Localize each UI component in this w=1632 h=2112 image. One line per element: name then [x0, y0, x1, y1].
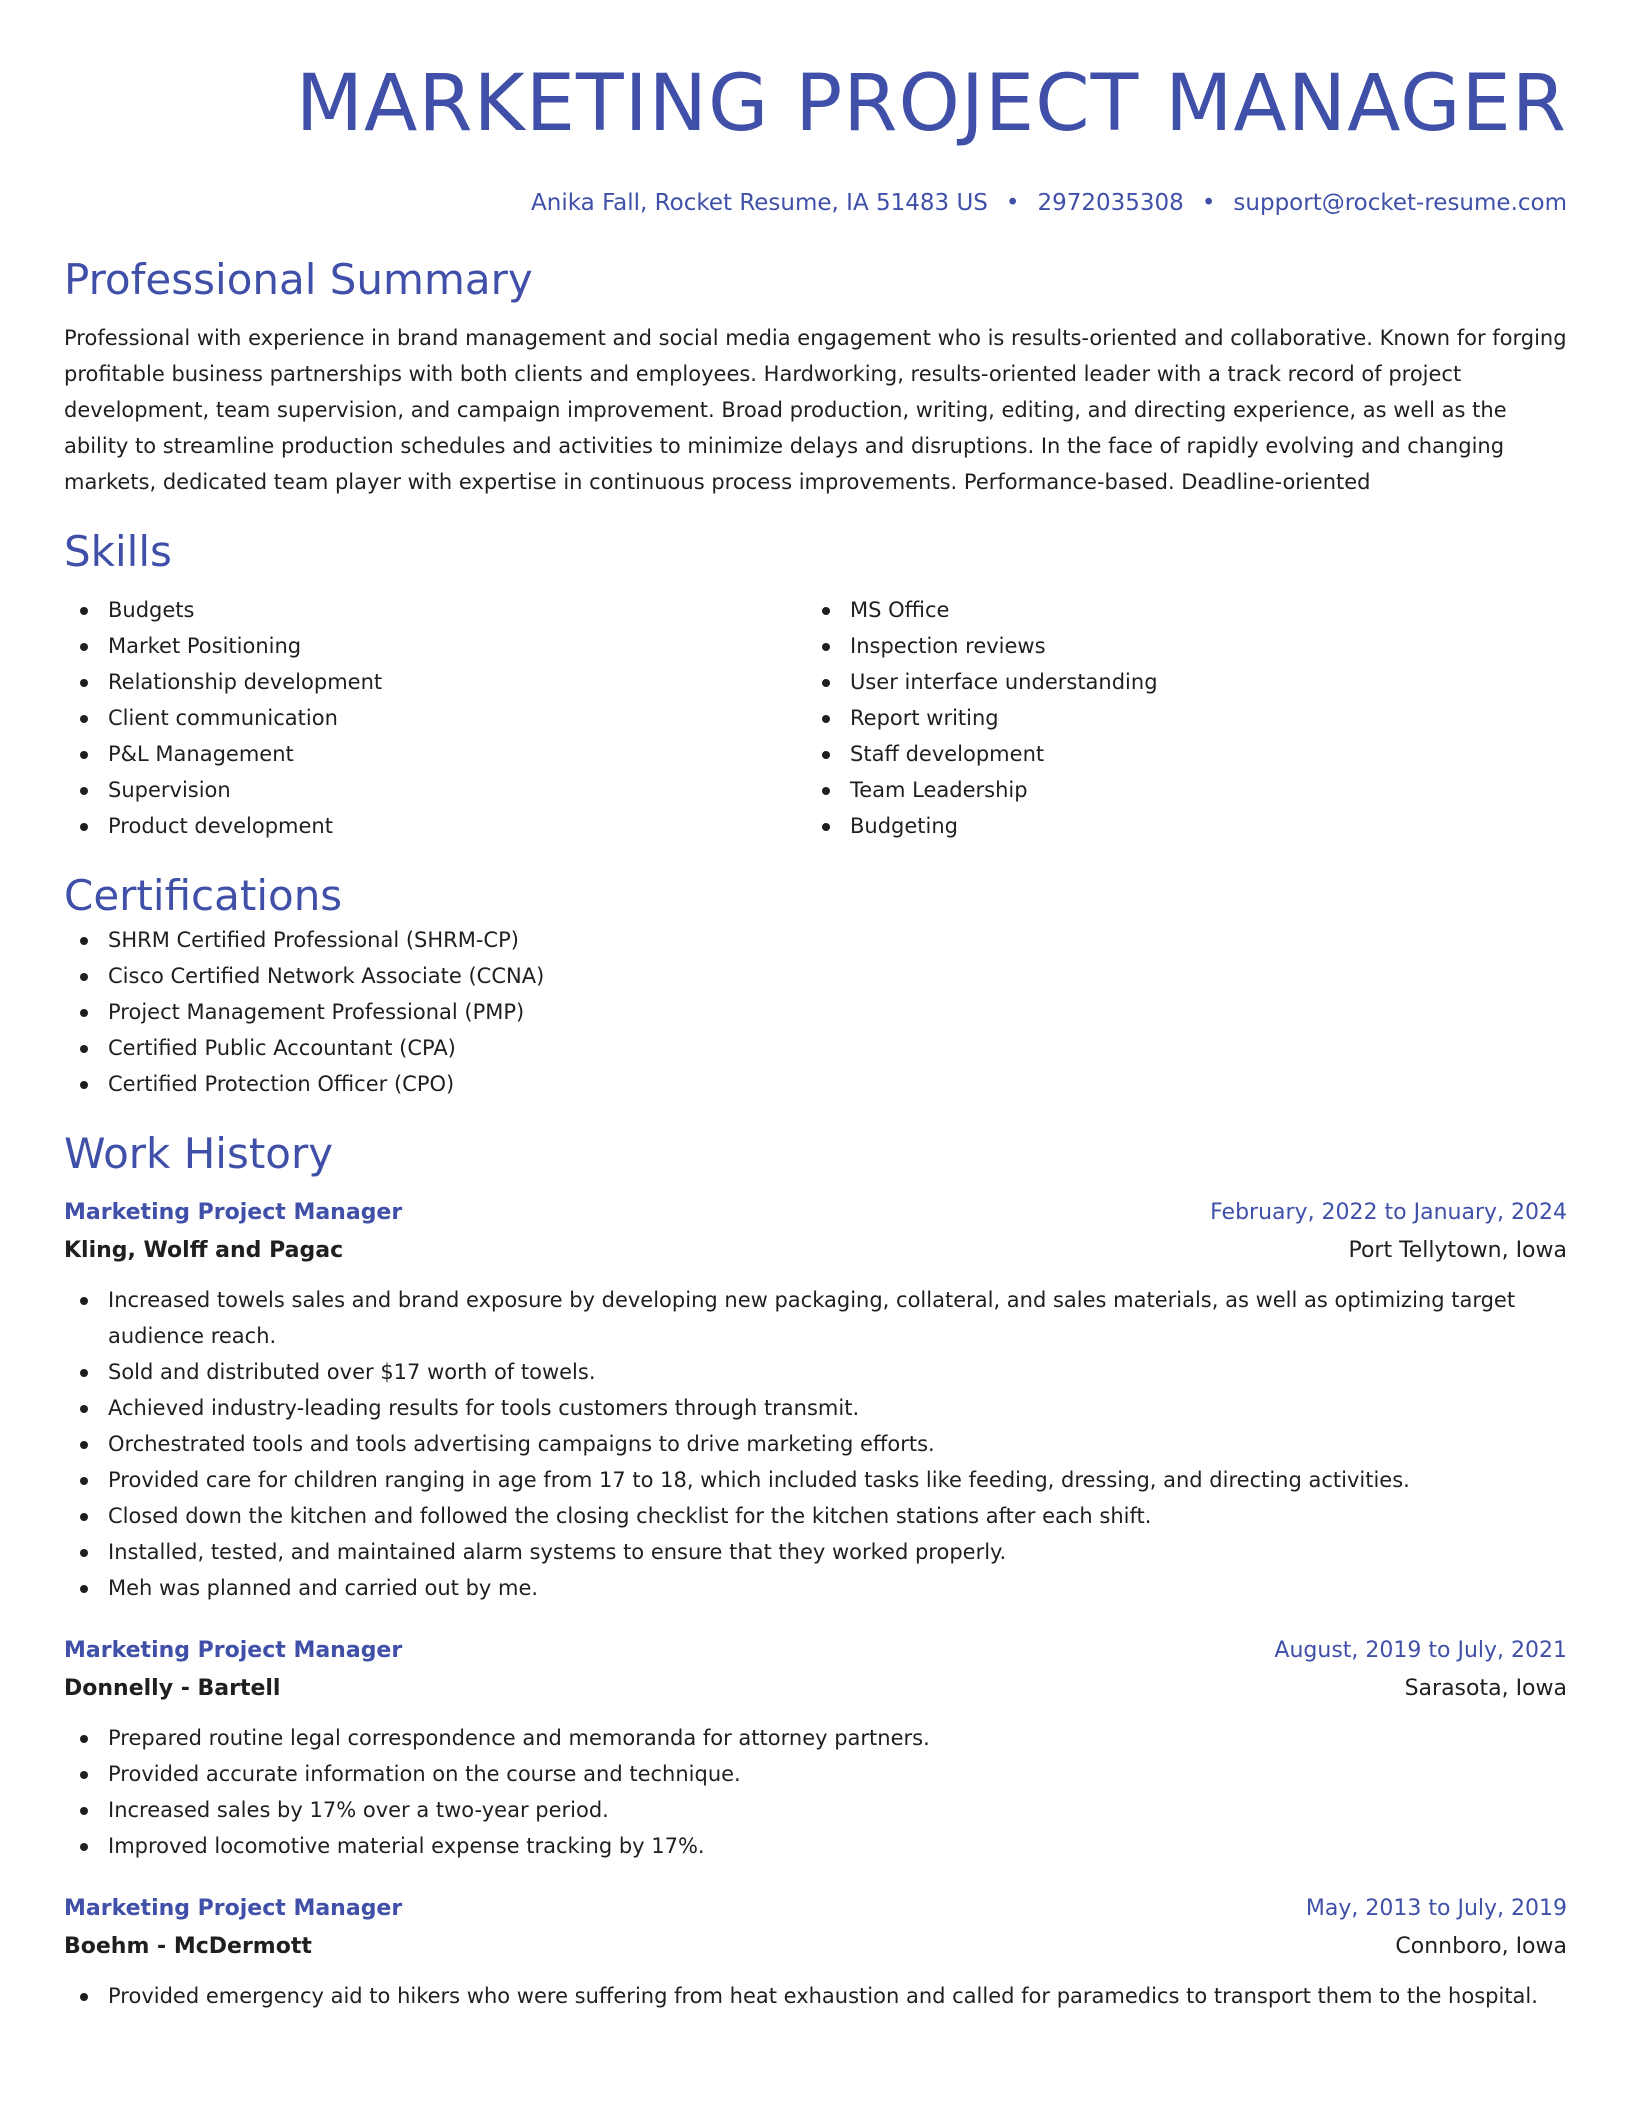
resume-name-heading: MARKETING PROJECT MANAGER: [295, 59, 1567, 149]
job-bullet: Prepared routine legal correspondence and memoranda for attorney partners.: [64, 1720, 1567, 1756]
certification-item: Project Management Professional (PMP): [64, 994, 1567, 1030]
job-bullets: [64, 1282, 1567, 1606]
skill-item: Client communication: [64, 700, 806, 736]
job-dates: February, 2022 to January, 2024: [1210, 1200, 1567, 1225]
skills-column-left: [64, 592, 806, 844]
job-bullet: Meh was planned and carried out by me.: [64, 1570, 1567, 1606]
contact-line: [64, 188, 1567, 218]
skill-item: Budgets: [64, 592, 806, 628]
job-header-row: [64, 1890, 1567, 1928]
job-bullet: Improved locomotive material expense tracking by 17%.: [64, 1828, 1567, 1864]
skill-item: Budgeting: [806, 808, 1548, 844]
certification-item: Cisco Certified Network Associate (CCNA): [64, 958, 1567, 994]
job-location: Port Tellytown, Iowa: [1348, 1238, 1567, 1263]
summary-text: Professional with experience in brand management and social media engagement who is results-oriented and collaborative. Known for forging profitable business partnerships with both clients and employees. Hardworking, results-oriented leader with a track record of project development, team supervision, and campaign improvement. Broad production, writing, editing, and directing experience, as well as the ability to streamline production schedules and activities to minimize delays and disruptions. In the face of rapidly evolving and changing markets, dedicated team player with expertise in continuous process improvements. Performance-based. Deadline-oriented: [64, 326, 1567, 494]
skill-item: Team Leadership: [806, 772, 1548, 808]
job-location: Sarasota, Iowa: [1404, 1676, 1567, 1701]
contact-email[interactable]: support@rocket-resume.com: [1233, 190, 1567, 216]
job-location: Connboro, Iowa: [1395, 1934, 1567, 1959]
skills-list: [64, 592, 1567, 844]
job-company: Boehm - McDermott: [64, 1934, 312, 1959]
job-title: Marketing Project Manager: [64, 1200, 403, 1225]
work-history-heading: Work History: [64, 1129, 334, 1178]
job-bullet: Increased sales by 17% over a two-year period.: [64, 1792, 1567, 1828]
job-header-row: [64, 1632, 1567, 1670]
contact-address: Anika Fall, Rocket Resume, IA 51483 US: [531, 190, 988, 216]
skill-item: Staff development: [806, 736, 1548, 772]
contact-phone: 2972035308: [1037, 190, 1184, 216]
job-bullets: [64, 1978, 1567, 2014]
skill-item: MS Office: [806, 592, 1548, 628]
job-bullet: Provided care for children ranging in age from 17 to 18, which included tasks like feeding, dressing, and directing activities.: [64, 1462, 1567, 1498]
job-bullet: Sold and distributed over $17 worth of towels.: [64, 1354, 1567, 1390]
job-company: Kling, Wolff and Pagac: [64, 1238, 344, 1263]
skill-item: Market Positioning: [64, 628, 806, 664]
skill-item: Inspection reviews: [806, 628, 1548, 664]
skills-column-right: [806, 592, 1548, 844]
job-title: Marketing Project Manager: [64, 1638, 403, 1663]
job-dates: August, 2019 to July, 2021: [1274, 1638, 1567, 1663]
skill-item: Report writing: [806, 700, 1548, 736]
job-entry: [64, 1194, 1567, 1606]
job-title: Marketing Project Manager: [64, 1896, 403, 1921]
certifications-list: [64, 922, 1567, 1102]
contact-separator: •: [1005, 190, 1020, 216]
job-bullet: Provided accurate information on the course and technique.: [64, 1756, 1567, 1792]
job-bullet: Closed down the kitchen and followed the closing checklist for the kitchen stations after each shift.: [64, 1498, 1567, 1534]
job-bullet: Increased towels sales and brand exposure by developing new packaging, collateral, and sales materials, as well as optimizing target audience reach.: [64, 1282, 1567, 1354]
summary-heading: Professional Summary: [64, 255, 533, 304]
skills-heading: Skills: [64, 527, 172, 576]
job-company-row: [64, 1928, 1567, 1966]
skill-item: P&L Management: [64, 736, 806, 772]
certifications-heading: Certifications: [64, 871, 343, 920]
certification-item: SHRM Certified Professional (SHRM-CP): [64, 922, 1567, 958]
job-company-row: [64, 1232, 1567, 1270]
skill-item: Supervision: [64, 772, 806, 808]
certification-item: Certified Protection Officer (CPO): [64, 1066, 1567, 1102]
certification-item: Certified Public Accountant (CPA): [64, 1030, 1567, 1066]
job-company: Donnelly - Bartell: [64, 1676, 281, 1701]
job-bullets: [64, 1720, 1567, 1864]
job-entry: [64, 1632, 1567, 1864]
skill-item: User interface understanding: [806, 664, 1548, 700]
job-company-row: [64, 1670, 1567, 1708]
contact-separator: •: [1201, 190, 1216, 216]
job-dates: May, 2013 to July, 2019: [1305, 1896, 1567, 1921]
job-entry: [64, 1890, 1567, 2014]
skill-item: Product development: [64, 808, 806, 844]
job-bullet: Orchestrated tools and tools advertising campaigns to drive marketing efforts.: [64, 1426, 1567, 1462]
job-bullet: Provided emergency aid to hikers who were suffering from heat exhaustion and called for paramedics to transport them to the hospital.: [64, 1978, 1567, 2014]
job-bullet: Achieved industry-leading results for tools customers through transmit.: [64, 1390, 1567, 1426]
job-header-row: [64, 1194, 1567, 1232]
resume-page: [64, 0, 1567, 2014]
job-bullet: Installed, tested, and maintained alarm systems to ensure that they worked properly.: [64, 1534, 1567, 1570]
skill-item: Relationship development: [64, 664, 806, 700]
